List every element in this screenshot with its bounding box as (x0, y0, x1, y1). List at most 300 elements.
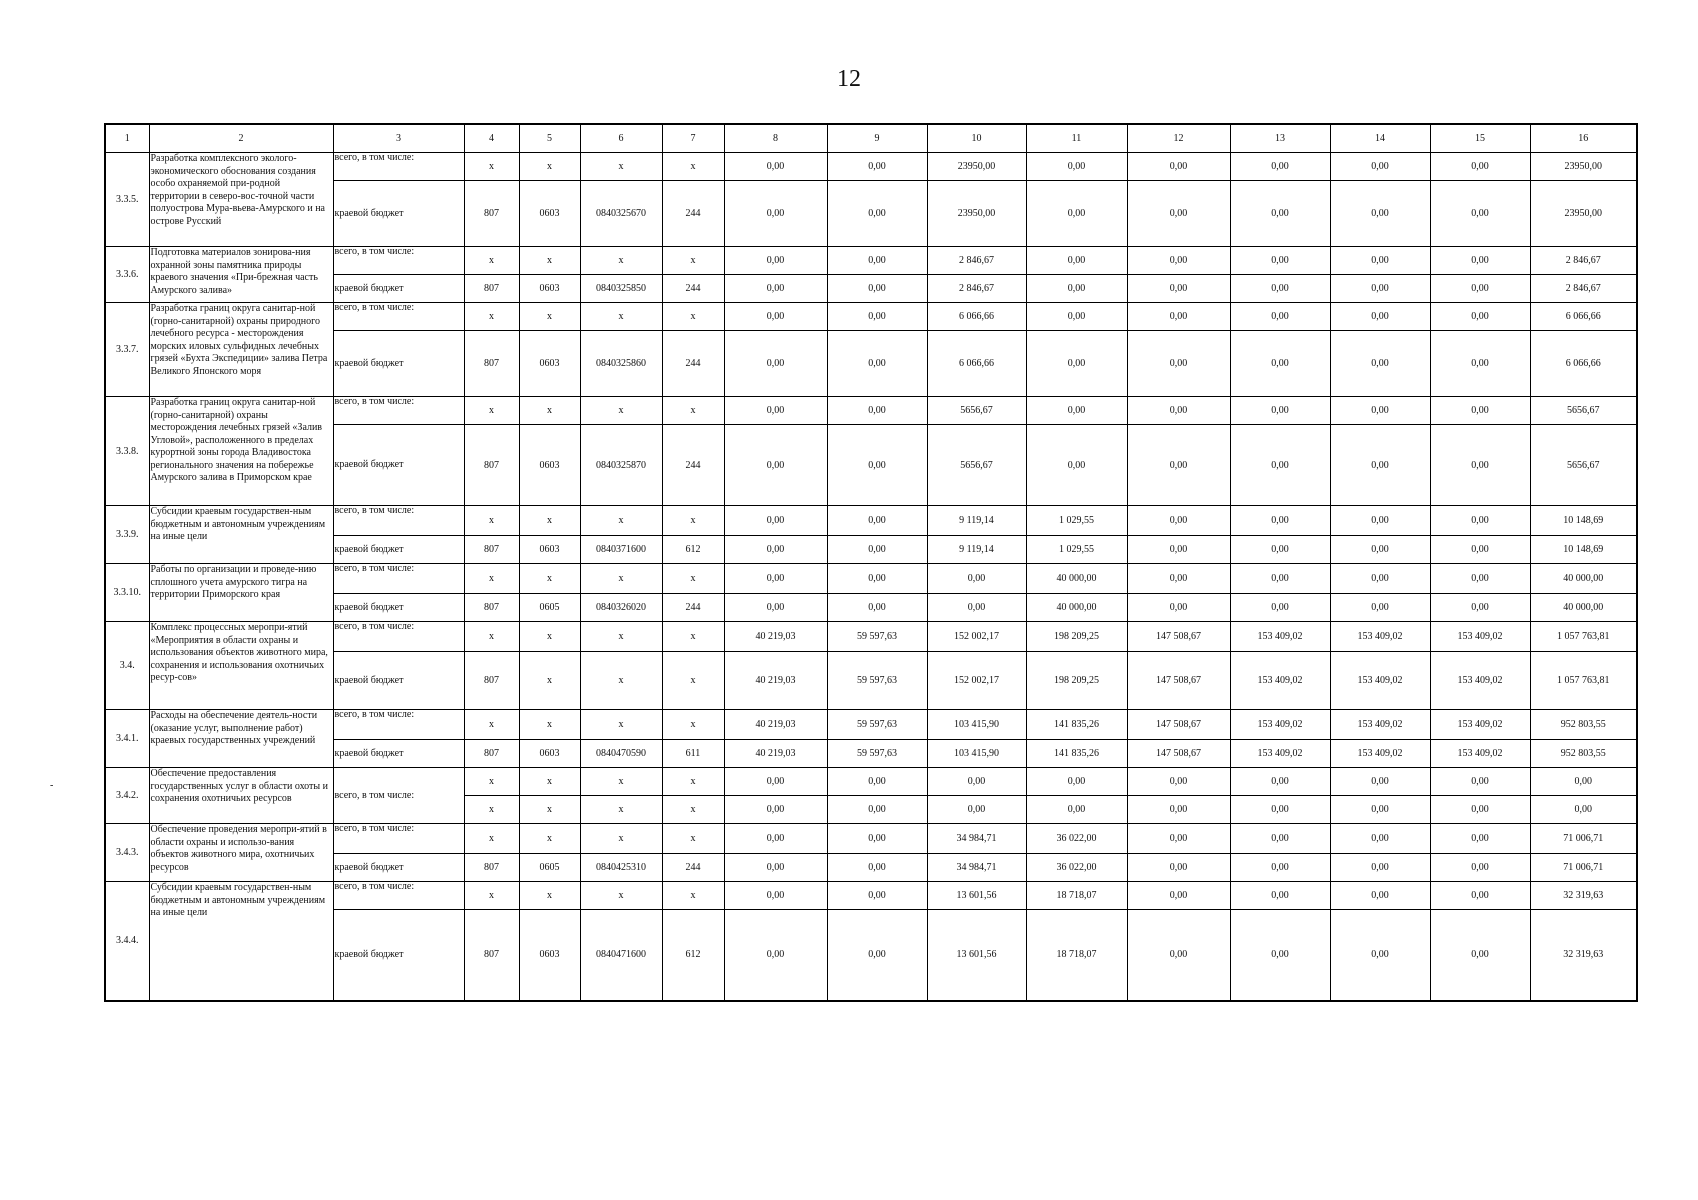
table-cell: 32 319,63 (1530, 910, 1637, 1001)
table-cell: 153 409,02 (1230, 622, 1330, 652)
table-cell: 0,00 (1330, 536, 1430, 564)
table-cell: 0,00 (827, 910, 927, 1001)
table-cell: 0,00 (1230, 824, 1330, 854)
table-cell: 0,00 (1230, 425, 1330, 506)
header-cell: 6 (580, 124, 662, 153)
table-cell: 0,00 (1230, 275, 1330, 303)
table-cell: 153 409,02 (1430, 740, 1530, 768)
funding-source: краевой бюджет (333, 594, 464, 622)
table-cell: 807 (464, 740, 519, 768)
item-number: 3.4.1. (105, 710, 149, 768)
item-name: Обеспечение предоставления государственных услуг в области охоты и сохранения охотничьих ресурсов (149, 768, 333, 824)
table-cell: 0,00 (1430, 564, 1530, 594)
funding-source: краевой бюджет (333, 331, 464, 397)
table-cell: 103 415,90 (927, 710, 1026, 740)
table-cell: 0840425310 (580, 854, 662, 882)
table-cell: 612 (662, 536, 724, 564)
table-cell: 807 (464, 181, 519, 247)
table-cell: 807 (464, 854, 519, 882)
table-cell: x (662, 796, 724, 824)
table-cell: 0603 (519, 331, 580, 397)
table-cell: 0,00 (1026, 247, 1127, 275)
table-cell: 0603 (519, 910, 580, 1001)
table-cell: x (580, 768, 662, 796)
table-cell: 0,00 (1330, 425, 1430, 506)
table-cell: x (519, 153, 580, 181)
table-cell: 0,00 (1430, 796, 1530, 824)
table-cell: x (519, 397, 580, 425)
table-cell: 1 057 763,81 (1530, 622, 1637, 652)
table-cell: 0,00 (1127, 594, 1230, 622)
table-cell: x (662, 824, 724, 854)
table-cell: 0,00 (1530, 768, 1637, 796)
table-cell: x (662, 882, 724, 910)
table-cell: x (519, 796, 580, 824)
table-cell: 0,00 (827, 153, 927, 181)
table-cell: 0,00 (827, 824, 927, 854)
table-cell: 0,00 (1230, 594, 1330, 622)
table-cell: 0,00 (1430, 824, 1530, 854)
table-cell: 2 846,67 (927, 275, 1026, 303)
table-cell: 244 (662, 854, 724, 882)
table-cell: 0,00 (1430, 397, 1530, 425)
table-cell: x (464, 824, 519, 854)
table-cell: 59 597,63 (827, 622, 927, 652)
table-cell: x (519, 622, 580, 652)
table-cell: 611 (662, 740, 724, 768)
table-cell: 0840471600 (580, 910, 662, 1001)
table-row (105, 181, 1637, 247)
table-cell: 0840326020 (580, 594, 662, 622)
table-cell: x (662, 622, 724, 652)
table-cell: 36 022,00 (1026, 854, 1127, 882)
table-cell: x (580, 622, 662, 652)
item-number: 3.3.6. (105, 247, 149, 303)
table-cell: 0,00 (927, 768, 1026, 796)
table-cell: 40 219,03 (724, 740, 827, 768)
table-cell: 0840470590 (580, 740, 662, 768)
table-row (105, 397, 1637, 425)
table-cell: 0,00 (1127, 506, 1230, 536)
header-cell: 2 (149, 124, 333, 153)
table-cell: 0,00 (827, 854, 927, 882)
item-number: 3.3.5. (105, 153, 149, 247)
table-cell: 0,00 (1530, 796, 1637, 824)
table-cell: 1 029,55 (1026, 536, 1127, 564)
table-cell: 198 209,25 (1026, 622, 1127, 652)
table-cell: 0,00 (1330, 882, 1430, 910)
table-cell: 807 (464, 425, 519, 506)
table-cell: x (662, 506, 724, 536)
table-cell: 0,00 (1330, 331, 1430, 397)
table-cell: 6 066,66 (927, 331, 1026, 397)
table-cell: x (464, 153, 519, 181)
table-cell: 0,00 (827, 303, 927, 331)
table-cell: 153 409,02 (1230, 740, 1330, 768)
table-cell: 40 219,03 (724, 652, 827, 710)
table-cell: 153 409,02 (1230, 710, 1330, 740)
table-cell: 23950,00 (927, 181, 1026, 247)
table-row (105, 331, 1637, 397)
table-cell: 0,00 (1230, 564, 1330, 594)
funding-source: краевой бюджет (333, 910, 464, 1001)
table-cell: 5656,67 (1530, 397, 1637, 425)
table-cell: x (662, 710, 724, 740)
table-cell: 0,00 (724, 564, 827, 594)
table-cell: 0,00 (827, 331, 927, 397)
table-cell: 952 803,55 (1530, 740, 1637, 768)
table-cell: 153 409,02 (1430, 622, 1530, 652)
table-cell: 0603 (519, 536, 580, 564)
item-name: Разработка границ округа санитар-ной (горно-санитарной) охраны природного лечебного ресурса - месторождения морских иловых сульфидных лечебных грязей «Бухта Экспедиции» залива Петра Великого Японского моря (149, 303, 333, 397)
table-cell: 0603 (519, 275, 580, 303)
table-cell: 0,00 (724, 506, 827, 536)
table-cell: x (464, 247, 519, 275)
table-cell: 0,00 (724, 882, 827, 910)
table-cell: 0,00 (1230, 882, 1330, 910)
item-number: 3.3.8. (105, 397, 149, 506)
table-cell: 0,00 (1127, 275, 1230, 303)
table-cell: 0,00 (1230, 910, 1330, 1001)
table-cell: 153 409,02 (1330, 710, 1430, 740)
table-cell: 0,00 (1230, 506, 1330, 536)
item-number: 3.4.4. (105, 882, 149, 1001)
funding-source: краевой бюджет (333, 652, 464, 710)
table-cell: 40 000,00 (1530, 564, 1637, 594)
table-cell: 18 718,07 (1026, 910, 1127, 1001)
table-cell: 0,00 (1127, 796, 1230, 824)
funding-source: краевой бюджет (333, 740, 464, 768)
table-cell: x (580, 303, 662, 331)
table-cell: x (662, 768, 724, 796)
table-cell: 0,00 (1430, 425, 1530, 506)
header-cell: 5 (519, 124, 580, 153)
table-cell: 0,00 (1430, 181, 1530, 247)
table-cell: 0,00 (1127, 247, 1230, 275)
table-cell: 0,00 (1127, 425, 1230, 506)
table-cell: 0,00 (827, 796, 927, 824)
funding-source: краевой бюджет (333, 181, 464, 247)
table-cell: 0,00 (1430, 882, 1530, 910)
table-row (105, 153, 1637, 181)
funding-source: краевой бюджет (333, 536, 464, 564)
item-name: Разработка комплексного эколого-экономического обоснования создания особо охраняемой при-родной территории в северо-вос-точной части полуострова Мура-вьева-Амурского и на острове Русский (149, 153, 333, 247)
table-cell: 0,00 (1127, 854, 1230, 882)
table-cell: 152 002,17 (927, 622, 1026, 652)
table-cell: 807 (464, 275, 519, 303)
table-cell: 807 (464, 910, 519, 1001)
table-cell: x (519, 564, 580, 594)
table-cell: x (580, 652, 662, 710)
table-cell: x (580, 506, 662, 536)
table-cell: 0,00 (1330, 824, 1430, 854)
table-cell: 0,00 (1330, 506, 1430, 536)
table-cell: 244 (662, 425, 724, 506)
header-cell: 14 (1330, 124, 1430, 153)
table-row (105, 910, 1637, 1001)
table-cell: x (464, 622, 519, 652)
table-cell: 0603 (519, 181, 580, 247)
table-cell: x (580, 710, 662, 740)
table-cell: 0,00 (827, 247, 927, 275)
table-cell: 0,00 (1026, 181, 1127, 247)
table-cell: 0,00 (1127, 882, 1230, 910)
table-cell: 244 (662, 181, 724, 247)
table-row (105, 652, 1637, 710)
table-cell: 40 219,03 (724, 622, 827, 652)
table-cell: 0840325670 (580, 181, 662, 247)
funding-source: всего, в том числе: (333, 564, 464, 594)
table-cell: 9 119,14 (927, 506, 1026, 536)
table-cell: 0,00 (1026, 425, 1127, 506)
table-row (105, 275, 1637, 303)
table-cell: x (519, 824, 580, 854)
table-cell: 0,00 (827, 425, 927, 506)
table-cell: 40 000,00 (1026, 594, 1127, 622)
table-cell: x (519, 247, 580, 275)
table-cell: 0,00 (1330, 768, 1430, 796)
table-cell: x (662, 303, 724, 331)
table-cell: 0,00 (1430, 506, 1530, 536)
header-cell: 12 (1127, 124, 1230, 153)
table-cell: 0,00 (1430, 275, 1530, 303)
table-cell: 2 846,67 (927, 247, 1026, 275)
table-cell: 71 006,71 (1530, 854, 1637, 882)
header-cell: 11 (1026, 124, 1127, 153)
table-cell: 18 718,07 (1026, 882, 1127, 910)
funding-source: всего, в том числе: (333, 247, 464, 275)
table-cell: 0,00 (1430, 910, 1530, 1001)
table-cell: 0,00 (724, 594, 827, 622)
table-cell: 0,00 (1127, 303, 1230, 331)
table-cell: 0,00 (827, 181, 927, 247)
table-cell: 153 409,02 (1430, 652, 1530, 710)
table-cell: 0,00 (1330, 247, 1430, 275)
item-name: Субсидии краевым государствен-ным бюджетным и автономным учреждениям на иные цели (149, 506, 333, 564)
header-cell: 16 (1530, 124, 1637, 153)
table-cell: 153 409,02 (1430, 710, 1530, 740)
table-cell: x (662, 652, 724, 710)
item-name: Работы по организации и проведе-нию сплошного учета амурского тигра на территории Приморского края (149, 564, 333, 622)
table-cell: 13 601,56 (927, 910, 1026, 1001)
table-row (105, 425, 1637, 506)
table-cell: 0840371600 (580, 536, 662, 564)
table-cell: 0,00 (1230, 247, 1330, 275)
table-cell: 147 508,67 (1127, 740, 1230, 768)
table-cell: 5656,67 (927, 397, 1026, 425)
table-cell: 153 409,02 (1330, 622, 1430, 652)
table-cell: 198 209,25 (1026, 652, 1127, 710)
table-cell: 59 597,63 (827, 740, 927, 768)
table-cell: x (464, 303, 519, 331)
table-cell: 1 057 763,81 (1530, 652, 1637, 710)
table-cell: 34 984,71 (927, 824, 1026, 854)
table-cell: 0,00 (1330, 153, 1430, 181)
table-cell: 244 (662, 594, 724, 622)
header-cell: 8 (724, 124, 827, 153)
budget-table (104, 123, 1638, 1002)
table-cell: 0,00 (1330, 594, 1430, 622)
table-cell: 0,00 (724, 153, 827, 181)
funding-source: всего, в том числе: (333, 506, 464, 536)
table-cell: 10 148,69 (1530, 506, 1637, 536)
table-cell: 0,00 (1330, 397, 1430, 425)
funding-source: всего, в том числе: (333, 153, 464, 181)
table-cell: 71 006,71 (1530, 824, 1637, 854)
table-cell: 0840325860 (580, 331, 662, 397)
table-cell: x (464, 710, 519, 740)
table-row (105, 303, 1637, 331)
table-row (105, 536, 1637, 564)
table-cell: x (519, 882, 580, 910)
table-cell: 6 066,66 (1530, 331, 1637, 397)
header-cell: 9 (827, 124, 927, 153)
funding-source: всего, в том числе: (333, 622, 464, 652)
table-cell: 0,00 (827, 882, 927, 910)
table-cell: 9 119,14 (927, 536, 1026, 564)
table-cell: 0,00 (724, 910, 827, 1001)
funding-source: краевой бюджет (333, 854, 464, 882)
table-cell: 244 (662, 331, 724, 397)
table-cell: 0,00 (724, 247, 827, 275)
table-cell: x (580, 153, 662, 181)
funding-source: всего, в том числе: (333, 397, 464, 425)
table-cell: 0,00 (827, 275, 927, 303)
table-cell: 952 803,55 (1530, 710, 1637, 740)
table-cell: 40 219,03 (724, 710, 827, 740)
table-cell: 32 319,63 (1530, 882, 1637, 910)
table-cell: 0,00 (724, 536, 827, 564)
table-cell: 0,00 (1230, 303, 1330, 331)
item-number: 3.4.2. (105, 768, 149, 824)
table-cell: 0,00 (1230, 796, 1330, 824)
table-cell: x (464, 796, 519, 824)
table-cell: x (662, 564, 724, 594)
table-cell: 807 (464, 594, 519, 622)
header-cell: 7 (662, 124, 724, 153)
table-cell: 0,00 (827, 506, 927, 536)
table-cell: x (662, 397, 724, 425)
item-number: 3.3.9. (105, 506, 149, 564)
table-cell: x (580, 247, 662, 275)
table-cell: 147 508,67 (1127, 622, 1230, 652)
item-name: Разработка границ округа санитар-ной (горно-санитарной) охраны месторождения лечебных грязей «Залив Угловой», расположенного в пределах курортной зоны города Владивостока регионального значения на побережье Амурского залива в Приморском крае (149, 397, 333, 506)
table-cell: 2 846,67 (1530, 247, 1637, 275)
table-cell: 34 984,71 (927, 854, 1026, 882)
table-cell: 0,00 (827, 536, 927, 564)
funding-source: всего, в том числе: (333, 710, 464, 740)
table-cell: 0840325850 (580, 275, 662, 303)
table-cell: x (580, 882, 662, 910)
table-cell: 36 022,00 (1026, 824, 1127, 854)
table-row (105, 710, 1637, 740)
table-cell: 0,00 (1230, 153, 1330, 181)
table-cell: 103 415,90 (927, 740, 1026, 768)
table-cell: 807 (464, 536, 519, 564)
table-row (105, 882, 1637, 910)
table-cell: 5656,67 (927, 425, 1026, 506)
table-cell: 0,00 (927, 796, 1026, 824)
header-cell: 15 (1430, 124, 1530, 153)
table-cell: 807 (464, 331, 519, 397)
table-cell: 0605 (519, 594, 580, 622)
table-cell: 0,00 (1430, 594, 1530, 622)
table-cell: 0,00 (1330, 796, 1430, 824)
table-cell: 141 835,26 (1026, 740, 1127, 768)
header-cell: 10 (927, 124, 1026, 153)
table-cell: 0,00 (1430, 303, 1530, 331)
page-number: 12 (837, 66, 861, 92)
table-row (105, 824, 1637, 854)
table-cell: 153 409,02 (1330, 652, 1430, 710)
table-cell: 147 508,67 (1127, 652, 1230, 710)
table-cell: 0,00 (724, 303, 827, 331)
table-cell: x (464, 882, 519, 910)
table-cell: 0,00 (1026, 397, 1127, 425)
header-cell: 4 (464, 124, 519, 153)
table-cell: x (519, 652, 580, 710)
table-cell: x (580, 824, 662, 854)
table-cell: 0,00 (1430, 854, 1530, 882)
item-name: Подготовка материалов зонирова-ния охранной зоны памятника природы краевого значения «При-брежная часть Амурского залива» (149, 247, 333, 303)
item-number: 3.4. (105, 622, 149, 710)
funding-source: краевой бюджет (333, 425, 464, 506)
table-cell: 23950,00 (1530, 153, 1637, 181)
item-number: 3.3.7. (105, 303, 149, 397)
funding-source: всего, в том числе: (333, 824, 464, 854)
stray-mark: - (50, 780, 54, 791)
table-cell: 0,00 (1127, 181, 1230, 247)
table-cell: x (519, 303, 580, 331)
table-cell: 0,00 (1330, 275, 1430, 303)
table-cell: 0,00 (724, 181, 827, 247)
table-cell: 0,00 (1430, 768, 1530, 796)
table-cell: 0,00 (1127, 824, 1230, 854)
table-cell: x (580, 397, 662, 425)
table-cell: 0603 (519, 425, 580, 506)
table-cell: 0,00 (1127, 331, 1230, 397)
table-cell: 13 601,56 (927, 882, 1026, 910)
table-cell: 0,00 (724, 397, 827, 425)
table-cell: 147 508,67 (1127, 710, 1230, 740)
table-cell: 0,00 (1026, 303, 1127, 331)
table-cell: 0605 (519, 854, 580, 882)
table-cell: 10 148,69 (1530, 536, 1637, 564)
table-cell: 1 029,55 (1026, 506, 1127, 536)
table-cell: 0,00 (1230, 331, 1330, 397)
table-cell: 0,00 (724, 275, 827, 303)
table-cell: 0,00 (1330, 181, 1430, 247)
funding-source: краевой бюджет (333, 275, 464, 303)
table-cell: 807 (464, 652, 519, 710)
table-cell: 0,00 (1026, 331, 1127, 397)
table-cell: x (580, 564, 662, 594)
table-cell: 40 000,00 (1026, 564, 1127, 594)
table-cell: 0,00 (1430, 331, 1530, 397)
table-cell: 0,00 (1127, 153, 1230, 181)
table-cell: x (519, 710, 580, 740)
header-cell: 3 (333, 124, 464, 153)
table-cell: 0,00 (724, 824, 827, 854)
table-cell: 612 (662, 910, 724, 1001)
table-cell: 0,00 (1430, 247, 1530, 275)
item-number: 3.3.10. (105, 564, 149, 622)
table-cell: x (580, 796, 662, 824)
table-cell: 0840325870 (580, 425, 662, 506)
table-cell: 0,00 (1430, 536, 1530, 564)
table-cell: x (519, 506, 580, 536)
table-cell: 152 002,17 (927, 652, 1026, 710)
